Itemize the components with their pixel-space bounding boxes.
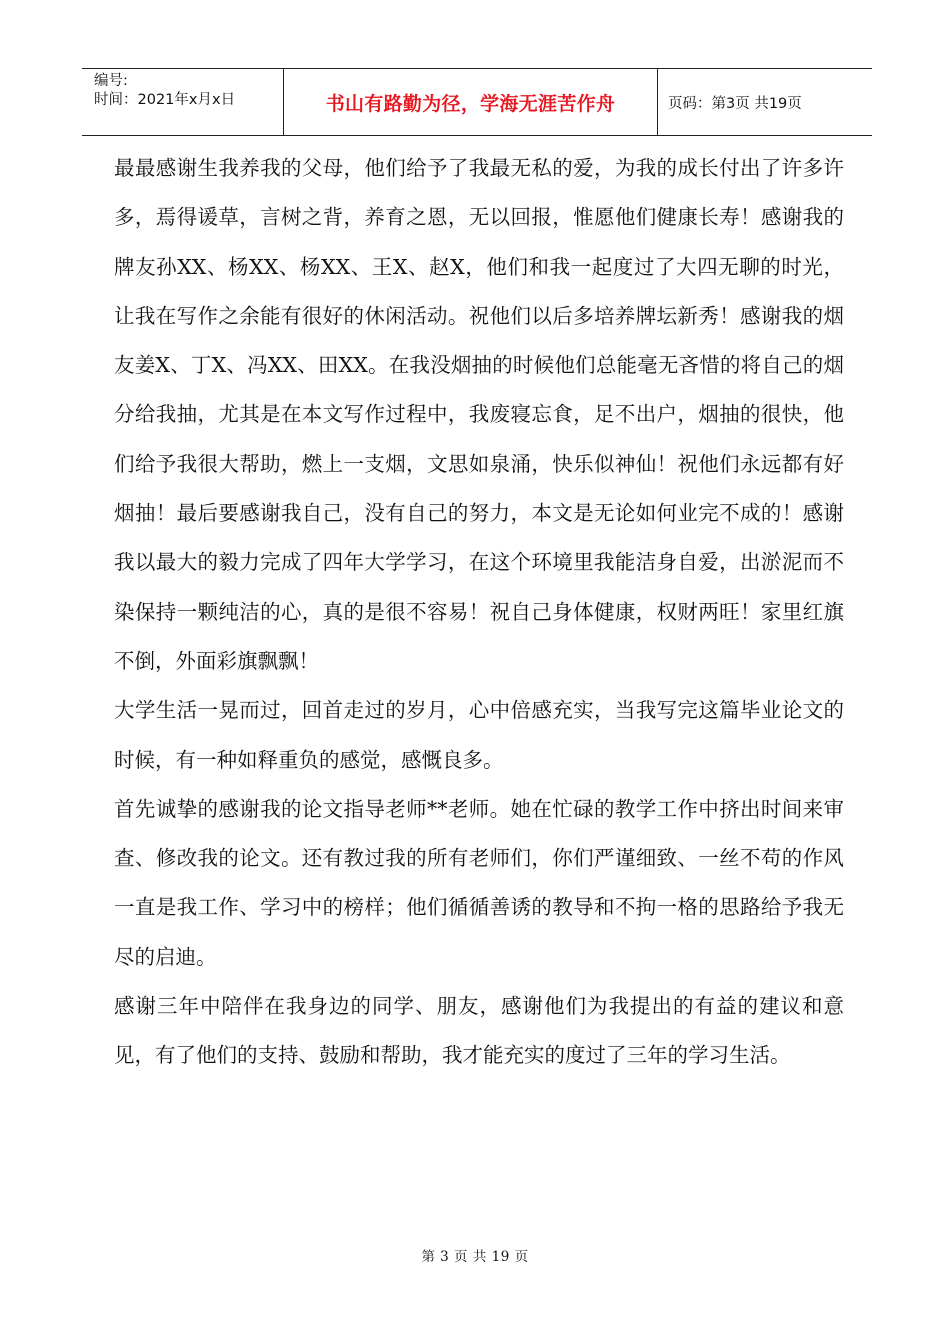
header-motto: 书山有路勤为径，学海无涯苦作舟 bbox=[284, 69, 658, 135]
page-header bbox=[82, 68, 872, 136]
serial-label: 编号: bbox=[94, 73, 128, 89]
paragraph: 首先诚挚的感谢我的论文指导老师**老师。她在忙碌的教学工作中挤出时间来审查、修改我的论文。还有教过我的所有老师们，你们严谨细致、一丝不苟的作风一直是我工作、学习中的榜样；他们循循善诱的教导和不拘一格的思路给予我无尽的启迪。 bbox=[114, 796, 844, 969]
paragraph: 感谢三年中陪伴在我身边的同学、朋友，感谢他们为我提出的有益的建议和意见，有了他们的支持、鼓励和帮助，我才能充实的度过了三年的学习生活。 bbox=[114, 994, 844, 1068]
header-meta bbox=[82, 69, 284, 135]
paragraph: 最最感谢生我养我的父母，他们给予了我最无私的爱，为我的成长付出了许多许多，焉得谖草，言树之背，养育之恩，无以回报，惟愿他们健康长寿！感谢我的牌友孙XX、杨XX、杨XX、王X、赵X，他们和我一起度过了大四无聊的时光，让我在写作之余能有很好的休闲活动。祝他们以后多培养牌坛新秀！感谢我的烟友姜X、丁X、冯XX、田XX。在我没烟抽的时候他们总能毫无吝惜的将自己的烟分给我抽，尤其是在本文写作过程中，我废寝忘食，足不出户，烟抽的很快，他们给予我很大帮助，燃上一支烟，文思如泉涌，快乐似神仙！祝他们永远都有好烟抽！最后要感谢我自己，没有自己的努力，本文是无论如何业完不成的！感谢我以最大的毅力完成了四年大学学习，在这个环境里我能洁身自爱，出淤泥而不染保持一颗纯洁的心，真的是很不容易！祝自己身体健康，权财两旺！家里红旗不倒，外面彩旗飘飘！ bbox=[114, 156, 844, 673]
header-page-info: 页码：第3页 共19页 bbox=[668, 95, 802, 112]
page-footer: 第 3 页 共 19 页 bbox=[421, 1249, 529, 1265]
paragraph: 大学生活一晃而过，回首走过的岁月，心中倍感充实，当我写完这篇毕业论文的时候，有一种如释重负的感觉，感慨良多。 bbox=[114, 698, 844, 772]
time-label: 时间：2021年x月x日 bbox=[94, 92, 236, 108]
document-body bbox=[114, 144, 844, 1081]
